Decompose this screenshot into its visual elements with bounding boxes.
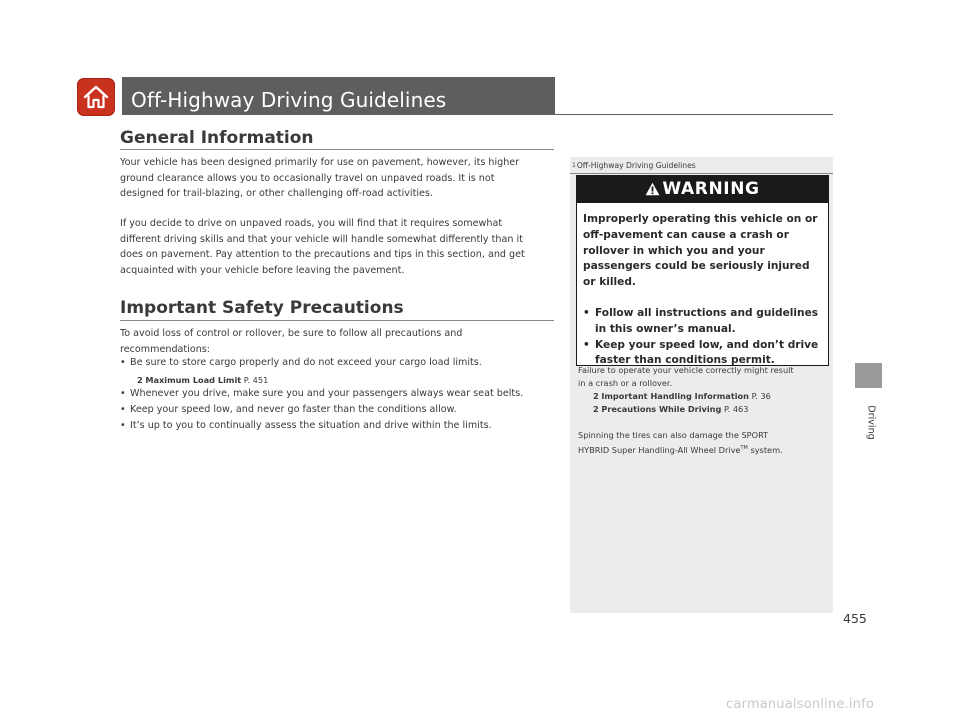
warning-box [576,175,829,366]
general-heading: General Information [120,128,314,148]
sidebar-heading-text: Off-Highway Driving Guidelines [576,161,696,170]
bullet-icon: • [583,306,590,319]
bullet-icon: • [120,404,126,415]
text-line: Your vehicle has been designed primarily for use on pavement, however, its higher [120,157,520,168]
bullet-icon: • [583,338,590,351]
text-line: acquainted with your vehicle before leaving the pavement. [120,264,405,276]
warning-bullet-text: Keep your speed low, and don’t drive faster than conditions permit. [595,338,819,367]
safety-heading: Important Safety Precautions [120,298,404,318]
text-line [578,442,828,457]
text-span: system. [747,445,783,455]
warning-triangle-icon [645,182,660,196]
bullet-icon: • [120,357,126,368]
text-line: designed for trail-blazing, or other challenging off-road activities. [120,188,433,199]
xref-label: Maximum Load Limit [145,375,242,385]
general-heading-rule [120,149,554,150]
safety-heading-rule [120,320,554,321]
warning-title: WARNING [662,179,760,199]
list-item [583,306,823,338]
warning-header [577,176,828,203]
xref-important-handling-information[interactable] [593,391,771,401]
home-button[interactable] [77,78,115,116]
list-item [120,420,492,431]
home-icon [82,83,110,111]
xref-maximum-load-limit[interactable] [137,375,268,385]
text-line: in a crash or a rollover. [578,378,673,388]
section-tab [855,363,882,388]
sidebar-panel [570,157,833,613]
watermark: carmanualsonline.info [726,697,875,712]
bullet-text: Be sure to store cargo properly and do not exceed your cargo load limits. [130,357,482,368]
text-span: HYBRID Super Handling-All Wheel Drive [578,445,741,455]
xref-label: Precautions While Driving [601,404,722,414]
bullet-text: Whenever you drive, make sure you and your passengers always wear seat belts. [130,388,524,399]
text-line: To avoid loss of control or rollover, be sure to follow all precautions and [120,328,463,339]
general-paragraph-2 [120,216,558,278]
list-item [120,357,482,368]
list-item [120,388,523,399]
title-bar [122,77,555,114]
text-line: If you decide to drive on unpaved roads, you will find that it requires somewhat [120,218,503,229]
section-label: Driving [865,405,877,440]
sidebar-heading-rule [570,173,833,174]
xref-label: Important Handling Information [601,391,749,401]
text-line: does on pavement. Pay attention to the precautions and tips in this section, and get [120,249,525,260]
xref-page: P. 451 [243,375,269,385]
xref-precautions-while-driving[interactable] [593,404,748,414]
text-line: Spinning the tires can also damage the SPORT [578,430,769,440]
warning-text: Improperly operating this vehicle on or off-pavement can cause a crash or rollover in which you and your passengers could be seriously injured or killed. [583,213,818,289]
bullet-icon: • [120,388,126,399]
text-line: different driving skills and that your vehicle will handle somewhat differently than it [120,233,523,245]
text-line: ground clearance allows you to occasionally travel on unpaved roads. It is not [120,172,495,184]
bullet-icon: • [120,420,126,431]
cross-reference-arrow-icon: 2 [137,375,143,385]
page-title: Off-Highway Driving Guidelines [131,88,447,112]
title-rule [122,114,833,115]
safety-intro [120,326,558,357]
xref-page: P. 463 [723,404,749,414]
bullet-text: Keep your speed low, and never go faster than the conditions allow. [130,404,457,415]
text-line: Failure to operate your vehicle correctly might result [578,365,794,375]
warning-bullet-text: Follow all instructions and guidelines in this owner’s manual. [595,306,819,335]
text-line: recommendations: [120,343,211,355]
page-number: 455 [843,611,867,626]
cross-reference-arrow-icon: 2 [593,391,599,401]
sidebar-heading [572,161,696,170]
warning-body [583,212,823,369]
general-paragraph-1 [120,155,558,202]
trademark-superscript: TM [740,445,748,451]
bullet-text: It’s up to you to continually assess the situation and drive within the limits. [130,420,492,431]
sidebar-note-2 [578,429,828,457]
sidebar-note-1 [578,364,828,390]
xref-page: P. 36 [751,391,771,401]
list-item [120,404,457,415]
sidebar-heading-number: 1 [572,162,576,169]
cross-reference-arrow-icon: 2 [593,404,599,414]
